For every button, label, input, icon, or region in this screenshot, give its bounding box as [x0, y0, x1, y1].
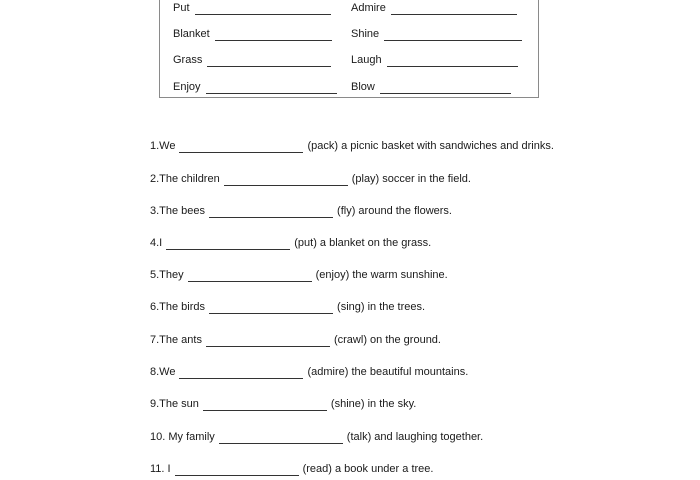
- word-bank-item: [173, 53, 331, 67]
- exercise-prefix: 5.They: [150, 269, 184, 281]
- word-bank-word: Blanket: [173, 28, 210, 40]
- exercise-prefix: 11. I: [150, 463, 171, 475]
- exercise-suffix: (fly) around the flowers.: [337, 205, 452, 217]
- exercise-prefix: 6.The birds: [150, 301, 206, 313]
- fill-in-blank[interactable]: [166, 238, 290, 250]
- answer-line[interactable]: [380, 82, 511, 94]
- exercise-item: [150, 397, 416, 411]
- word-bank-word: Shine: [351, 28, 380, 40]
- exercise-prefix: 3.The bees: [150, 205, 206, 217]
- fill-in-blank[interactable]: [209, 302, 333, 314]
- answer-line[interactable]: [384, 29, 522, 41]
- fill-in-blank[interactable]: [179, 367, 303, 379]
- word-bank-item: [351, 1, 517, 15]
- fill-in-blank[interactable]: [179, 141, 303, 153]
- exercise-prefix: 10. My family: [150, 431, 215, 443]
- word-bank-item: [173, 1, 331, 15]
- answer-line[interactable]: [387, 55, 518, 67]
- word-bank-item: [351, 27, 522, 41]
- exercise-suffix: (sing) in the trees.: [337, 301, 426, 313]
- exercise-item: [150, 236, 431, 250]
- fill-in-blank[interactable]: [219, 432, 343, 444]
- word-bank-word: Enjoy: [173, 81, 201, 93]
- answer-line[interactable]: [215, 29, 332, 41]
- exercise-item: [150, 430, 483, 444]
- word-bank-word: Admire: [351, 2, 386, 14]
- fill-in-blank[interactable]: [209, 206, 333, 218]
- exercise-suffix: (pack) a picnic basket with sandwiches and drinks.: [307, 140, 554, 152]
- answer-line[interactable]: [206, 82, 337, 94]
- exercise-suffix: (put) a blanket on the grass.: [294, 237, 432, 249]
- exercise-suffix: (talk) and laughing together.: [346, 431, 484, 443]
- exercise-item: [150, 139, 554, 153]
- exercise-item: [150, 333, 441, 347]
- exercise-prefix: 9.The sun: [150, 398, 199, 410]
- exercise-suffix: (crawl) on the ground.: [333, 334, 441, 346]
- exercise-item: [150, 172, 471, 186]
- word-bank-word: Laugh: [351, 54, 382, 66]
- exercise-prefix: 8.We: [150, 366, 176, 378]
- exercise-suffix: (shine) in the sky.: [330, 398, 417, 410]
- exercise-prefix: 7.The ants: [150, 334, 202, 346]
- exercise-prefix: 4.I: [150, 237, 163, 249]
- exercise-item: [150, 300, 425, 314]
- fill-in-blank[interactable]: [188, 270, 312, 282]
- exercise-item: [150, 268, 448, 282]
- answer-line[interactable]: [195, 3, 331, 15]
- exercise-suffix: (play) soccer in the field.: [351, 173, 471, 185]
- exercise-suffix: (read) a book under a tree.: [302, 463, 434, 475]
- answer-line[interactable]: [207, 55, 331, 67]
- exercise-suffix: (admire) the beautiful mountains.: [307, 366, 469, 378]
- exercise-prefix: 2.The children: [150, 173, 220, 185]
- word-bank-word: Grass: [173, 54, 203, 66]
- word-bank-word: Put: [173, 2, 190, 14]
- word-bank-word: Blow: [351, 81, 375, 93]
- word-bank-item: [351, 80, 511, 94]
- exercise-item: [150, 204, 452, 218]
- exercise-item: [150, 365, 468, 379]
- fill-in-blank[interactable]: [206, 335, 330, 347]
- exercise-item: [150, 462, 433, 476]
- word-bank-item: [173, 80, 337, 94]
- fill-in-blank[interactable]: [203, 399, 327, 411]
- fill-in-blank[interactable]: [224, 174, 348, 186]
- exercise-prefix: 1.We: [150, 140, 176, 152]
- word-bank-item: [351, 53, 518, 67]
- exercise-suffix: (enjoy) the warm sunshine.: [315, 269, 448, 281]
- word-bank-item: [173, 27, 332, 41]
- fill-in-blank[interactable]: [175, 464, 299, 476]
- answer-line[interactable]: [391, 3, 517, 15]
